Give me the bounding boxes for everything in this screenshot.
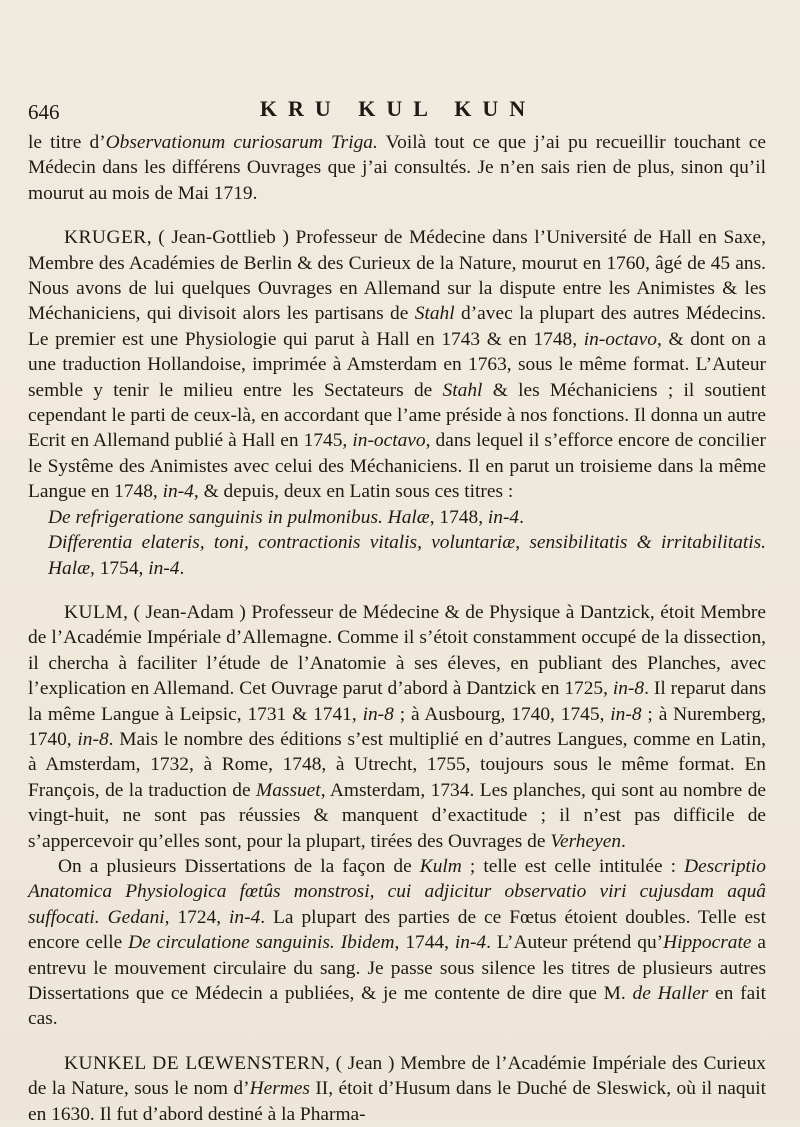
running-head: KRU KUL KUN — [259, 96, 537, 121]
dictionary-entry: KRUGER, ( Jean-Gottlieb ) Professeur de Médecine dans l’Université de Hall en Saxe, Membre des Académies de Berlin & des Curieux de la Nature, mourut en 1760, âgé de 45 ans. Nous avons de lui quelques Ouvrages en Allemand sur la dispute entre les Animistes & les Méchaniciens, qui divisoit alors les partisans de Stahl d’avec la plupart des autres Médecins. Le premier est une Physiologie qui parut à Hall en 1743 & en 1748, in-octavo, & dont on a une traduction Hollandoise, imprimée à Amsterdam en 1763, sous le même format. L’Auteur semble y tenir le milieu entre les Sectateurs de Stahl & les Méchaniciens ; il soutient cependant le parti de ceux-là, en accordant que l’ame préside à nos fonctions. Il donna un autre Ecrit en Allemand publié à Hall en 1745, in-octavo, dans lequel il s’efforce encore de concilier le Systême des Animistes avec celui des Méchaniciens. Il en parut un troisieme dans la même Langue en 1748, in-4, & depuis, deux en Latin sous ces titres : — [28, 227, 766, 503]
page-header — [28, 96, 768, 126]
paragraph: On a plusieurs Dissertations de la façon de Kulm ; telle est celle intitulée : Descriptio Anatomica Physiologica fœtûs monstrosi, cui adjicitur observatio viri cujusdam aquâ suffocati. Gedani, 1724, in-4. La plupart des parties de ce Fœtus étoient doubles. Telle est encore celle De circulatione sanguinis. Ibidem, 1744, in-4. L’Auteur prétend qu’Hippocrate a entrevu le mouvement circulaire du sang. Je passe sous silence les titres de plusieurs autres Dissertations que ce Médecin a publiées, & je me contente de dire que M. de Haller en fait cas. — [28, 855, 767, 1030]
body-text — [28, 130, 766, 1127]
citation-line: Differentia elateris, toni, contractionis vitalis, voluntariæ, sensibilitatis & irritabilitatis. Halæ, 1754, in-4. — [48, 532, 766, 579]
citation-line: De refrigeratione sanguinis in pulmonibus. Halæ, 1748, in-4. — [48, 506, 524, 528]
dictionary-entry: KULM, ( Jean-Adam ) Professeur de Médecine & de Physique à Dantzick, étoit Membre de l’Académie Impériale d’Allemagne. Comme il s’étoit constamment occupé de la dissection, il chercha à faciliter l’étude de l’Anatomie à ses éleves, en publiant des Planches, avec l’explication en Allemand. Cet Ouvrage parut d’abord à Dantzick en 1725, in-8. Il reparut dans la même Langue à Leipsic, 1731 & 1741, in-8 ; à Ausbourg, 1740, 1745, in-8 ; à Nuremberg, 1740, in-8. Mais le nombre des éditions s’est multiplié en d’autres Langues, comme en Latin, à Amsterdam, 1732, à Rome, 1748, à Utrecht, 1755, toujours sous le même format. En François, de la traduction de Massuet, Amsterdam, 1734. Les planches, qui sont au nombre de vingt-huit, ne sont pas réussies & manquent d’exactitude ; il n’est pas difficile de s’appercevoir qu’elles sont, pour la plupart, tirées des Ouvrages de Verheyen. — [28, 601, 767, 852]
dictionary-entry: KUNKEL DE LŒWENSTERN, ( Jean ) Membre de l’Académie Impériale des Curieux de la Nature, sous le nom d’Hermes II, étoit d’Husum dans le Duché de Sleswick, où il naquit en 1630. Il fut d’abord destiné à la Pharma- — [28, 1052, 766, 1125]
page-number: 646 — [28, 100, 60, 124]
paragraph: le titre d’Observationum curiosarum Triga. Voilà tout ce que j’ai pu recueillir touchant ce Médecin dans les différens Ouvrages que j’ai consultés. Je n’en sais rien de plus, sinon qu’il mourut au mois de Mai 1719. — [28, 132, 766, 204]
